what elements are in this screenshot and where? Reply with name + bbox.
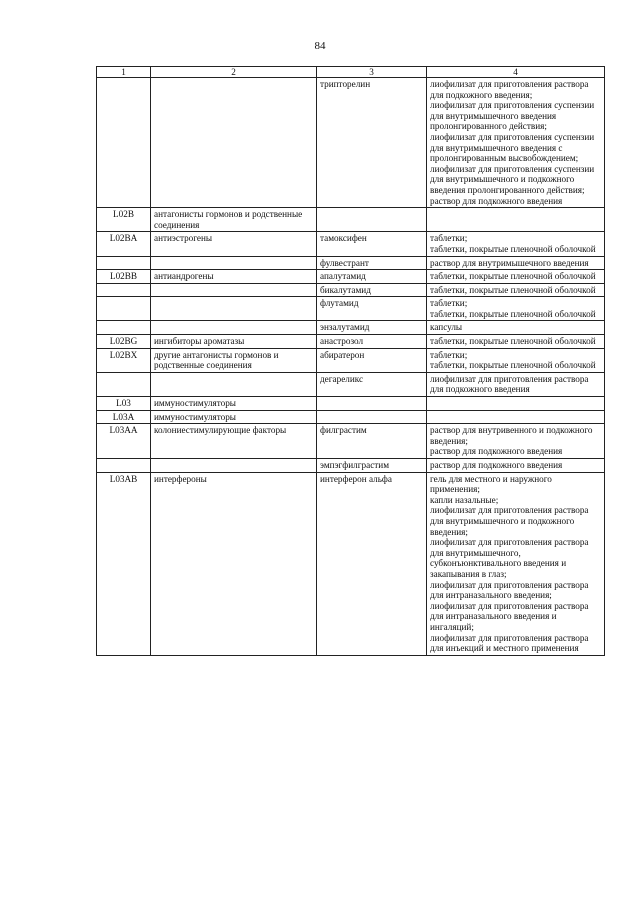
dosage-forms-cell [427, 459, 605, 473]
column-header-4: 4 [427, 67, 605, 78]
atc-code-cell [97, 372, 151, 396]
table-row [97, 348, 605, 372]
table-body [97, 78, 605, 656]
table-row [97, 270, 605, 284]
drug-name-cell: трипторелин [317, 78, 427, 208]
table-row [97, 335, 605, 349]
dosage-form-item: таблетки; [430, 298, 468, 309]
drug-name-cell: фулвестрант [317, 256, 427, 270]
anatomical-group-cell: интерфероны [151, 472, 317, 655]
dosage-form-item: лиофилизат для приготовления раствора для интраназального введения; [430, 579, 589, 601]
anatomical-group-cell [151, 78, 317, 208]
table-row [97, 283, 605, 297]
table-row [97, 397, 605, 411]
table-row [97, 321, 605, 335]
anatomical-group-cell: ингибиторы ароматазы [151, 335, 317, 349]
drug-name-cell: флутамид [317, 297, 427, 321]
dosage-form-item: таблетки, покрытые пленочной оболочкой [430, 336, 596, 347]
drug-name-cell: абиратерон [317, 348, 427, 372]
dosage-form-item: таблетки; [430, 349, 468, 360]
dosage-form-item: раствор для подкожного введения [430, 460, 563, 470]
drug-name-cell [317, 208, 427, 232]
dosage-form-item: раствор для внутривенного и подкожного введения; [430, 425, 593, 446]
drug-name-cell: интерферон альфа [317, 472, 427, 655]
dosage-form-item: лиофилизат для приготовления суспензии для внутримышечного введения пролонгированного действия; [430, 100, 595, 132]
drug-name-cell: тамоксифен [317, 232, 427, 256]
anatomical-group-cell: другие антагонисты гормонов и родственные соединения [151, 348, 317, 372]
drug-name-cell: дегареликс [317, 372, 427, 396]
anatomical-group-cell [151, 256, 317, 270]
atc-code-cell [97, 459, 151, 473]
atc-code-cell [97, 78, 151, 208]
dosage-form-item: таблетки, покрытые пленочной оболочкой [430, 360, 596, 371]
dosage-form-item: лиофилизат для приготовления раствора для внутримышечного, субконъюнктивального введения и закапывания в глаз; [430, 537, 589, 579]
dosage-form-item: таблетки, покрытые пленочной оболочкой [430, 271, 596, 282]
table-row [97, 410, 605, 424]
dosage-forms-cell [427, 372, 605, 396]
drug-name-cell [317, 397, 427, 411]
column-header-2: 2 [151, 67, 317, 78]
page-number: 84 [314, 40, 326, 52]
table-row [97, 256, 605, 270]
drug-name-cell: бикалутамид [317, 283, 427, 297]
anatomical-group-cell [151, 283, 317, 297]
dosage-form-item: капли назальные; [430, 494, 499, 505]
atc-code-cell: L02B [97, 208, 151, 232]
anatomical-group-cell [151, 297, 317, 321]
drug-name-cell: эмпэгфилграстим [317, 459, 427, 473]
dosage-form-item: лиофилизат для приготовления раствора для интраназального введения и ингаляций; [430, 600, 589, 632]
dosage-form-item: раствор для подкожного введения [430, 195, 563, 206]
dosage-forms-cell [427, 78, 605, 208]
dosage-forms-cell [427, 321, 605, 335]
dosage-forms-cell [427, 297, 605, 321]
table-row [97, 208, 605, 232]
atc-code-cell [97, 283, 151, 297]
table-row [97, 232, 605, 256]
anatomical-group-cell: колониестимулирующие факторы [151, 424, 317, 459]
dosage-forms-cell [427, 208, 605, 232]
dosage-forms-cell [427, 348, 605, 372]
table-row [97, 472, 605, 655]
atc-code-cell: L03A [97, 410, 151, 424]
atc-code-cell: L02BA [97, 232, 151, 256]
table-row [97, 459, 605, 473]
table-row [97, 424, 605, 459]
table-header-row [97, 67, 605, 78]
atc-code-cell: L02BX [97, 348, 151, 372]
atc-code-cell: L03AA [97, 424, 151, 459]
anatomical-group-cell [151, 372, 317, 396]
table-row [97, 78, 605, 208]
dosage-forms-cell [427, 472, 605, 655]
dosage-form-item: таблетки, покрытые пленочной оболочкой [430, 308, 596, 319]
dosage-forms-cell [427, 397, 605, 411]
dosage-form-item: таблетки; [430, 233, 468, 244]
dosage-form-item: лиофилизат для приготовления раствора для подкожного введения [430, 373, 589, 395]
dosage-form-item: раствор для внутримышечного введения [430, 257, 589, 268]
column-header-1: 1 [97, 67, 151, 78]
atc-code-cell [97, 256, 151, 270]
atc-code-cell: L02BB [97, 270, 151, 284]
dosage-forms-cell [427, 256, 605, 270]
atc-code-cell [97, 321, 151, 335]
dosage-forms-cell [427, 335, 605, 349]
dosage-form-item: лиофилизат для приготовления суспензии для внутримышечного и подкожного введения пролонгированного действия; [430, 163, 595, 195]
dosage-form-item: лиофилизат для приготовления раствора для подкожного введения; [430, 79, 589, 100]
drug-name-cell: энзалутамид [317, 321, 427, 335]
dosage-forms-cell [427, 270, 605, 284]
atc-code-cell [97, 297, 151, 321]
dosage-form-item: таблетки, покрытые пленочной оболочкой [430, 243, 596, 254]
anatomical-group-cell: антиэстрогены [151, 232, 317, 256]
dosage-form-item: капсулы [430, 322, 463, 333]
dosage-form-item: лиофилизат для приготовления суспензии для внутримышечного введения с пролонгированным высвобождением; [430, 131, 595, 164]
drug-name-cell: анастрозол [317, 335, 427, 349]
dosage-forms-cell [427, 424, 605, 459]
atc-code-cell: L02BG [97, 335, 151, 349]
drug-list-table [96, 66, 605, 656]
table-row [97, 297, 605, 321]
dosage-forms-cell [427, 410, 605, 424]
table-row [97, 372, 605, 396]
dosage-form-item: таблетки, покрытые пленочной оболочкой [430, 284, 596, 295]
anatomical-group-cell: антагонисты гормонов и родственные соединения [151, 208, 317, 232]
column-header-3: 3 [317, 67, 427, 78]
dosage-form-item: раствор для подкожного введения [430, 446, 563, 457]
dosage-form-item: лиофилизат для приготовления раствора для инъекций и местного применения [430, 632, 589, 654]
drug-name-cell [317, 410, 427, 424]
dosage-forms-cell [427, 283, 605, 297]
atc-code-cell: L03 [97, 397, 151, 411]
dosage-form-item: лиофилизат для приготовления раствора для внутримышечного и подкожного введения; [430, 505, 589, 537]
dosage-form-item: гель для местного и наружного применения; [430, 473, 552, 495]
anatomical-group-cell: антиандрогены [151, 270, 317, 284]
anatomical-group-cell [151, 321, 317, 335]
anatomical-group-cell: иммуностимуляторы [151, 397, 317, 411]
anatomical-group-cell [151, 459, 317, 473]
anatomical-group-cell: иммуностимуляторы [151, 410, 317, 424]
atc-code-cell: L03AB [97, 472, 151, 655]
drug-name-cell: филграстим [317, 424, 427, 459]
dosage-forms-cell [427, 232, 605, 256]
drug-name-cell: апалутамид [317, 270, 427, 284]
